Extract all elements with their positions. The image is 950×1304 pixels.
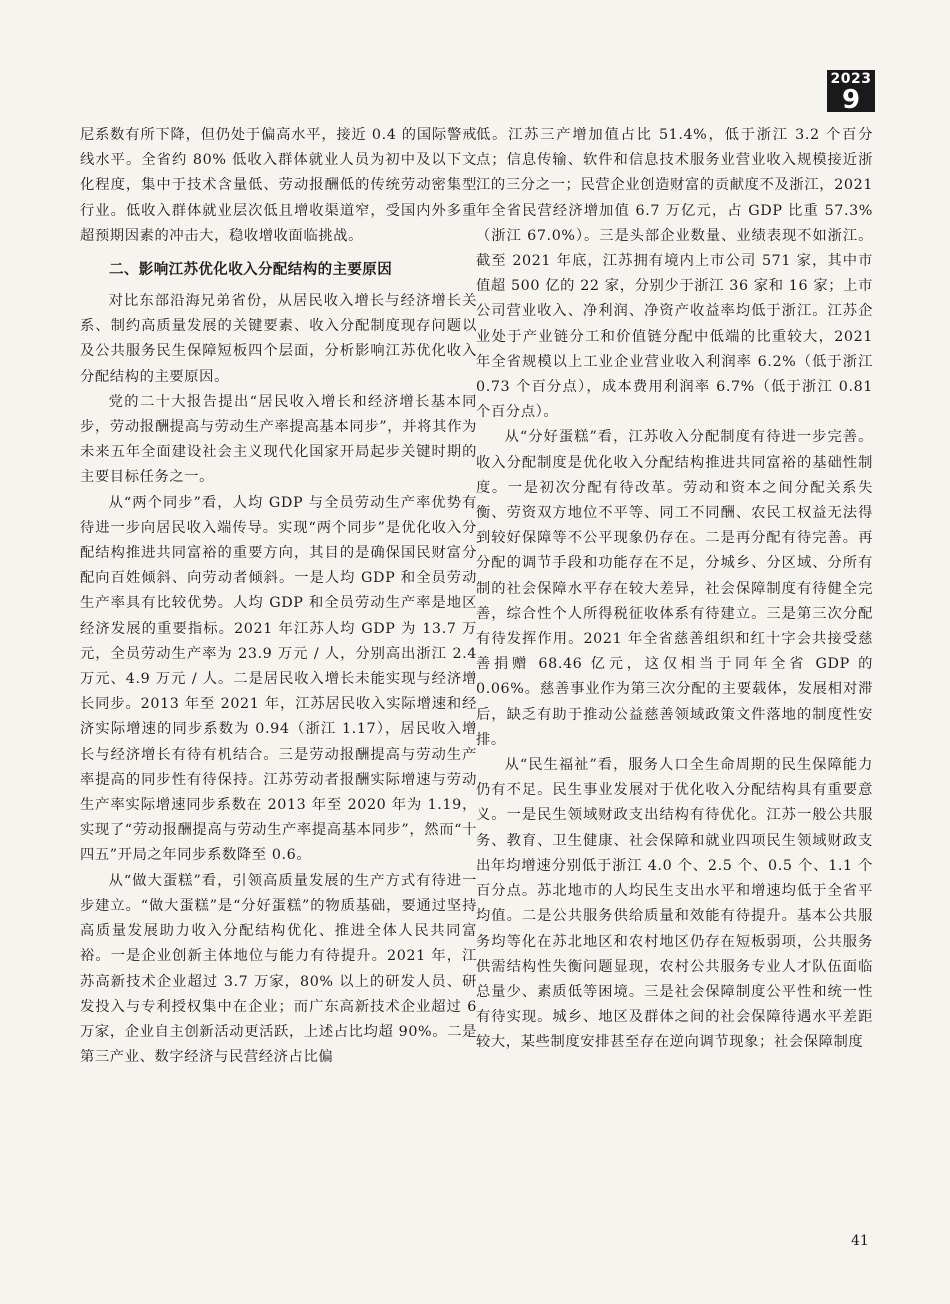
section-heading: 二、影响江苏优化收入分配结构的主要原因: [109, 262, 393, 279]
issue-number: 9: [841, 85, 861, 115]
paragraph: 从“两个同步”看，人均 GDP 与全员劳动生产率优势有待进一步向居民收入端传导。实现“两个同步”是优化收入分配结构推进共同富裕的重要方向，其目的是确保国民财富分配向百姓倾斜、向劳动者倾斜。一是人均 GDP 和全员劳动生产率具有比较优势。人均 GDP 和全员劳动生产率是地区经济发展的重要指标。2021 年江苏人均 GDP 为 13.7 万元，全员劳动生产率为 23.9 万元 / 人，分别高出浙江 2.4 万元、4.9 万元 / 人。二是居民收入增长未能实现与经济增长同步。2013 年至 2021 年，江苏居民收入实际增速和经济实际增速的同步系数为 0.94（浙江 1.17），居民收入增长与经济增长有待有机结合。三是劳动报酬提高与劳动生产率提高的同步性有待保持。江苏劳动者报酬实际增速与劳动生产率实际增速同步系数在 2013 年至 2020 年为 1.19，实现了“劳动报酬提高与劳动生产率提高基本同步”，然而“十四五”开局之年同步系数降至 0.6。: [80, 494, 477, 864]
left-column: [80, 123, 477, 1070]
page-number: 41: [851, 1233, 869, 1249]
issue-badge: [827, 70, 875, 115]
paragraph: 对比东部沿海兄弟省份，从居民收入增长与经济增长关系、制约高质量发展的关键要素、收入分配制度现存问题以及公共服务民生保障短板四个层面，分析影响江苏优化收入分配结构的主要原因。: [80, 293, 477, 385]
paragraph: 从“分好蛋糕”看，江苏收入分配制度有待进一步完善。收入分配制度是优化收入分配结构推进共同富裕的基础性制度。一是初次分配有待改革。劳动和资本之间分配关系失衡、劳资双方地位不平等、同工不同酬、农民工权益无法得到较好保障等不公平现象仍存在。二是再分配有待完善。再分配的调节手段和功能存在不足，分城乡、分区域、分所有制的社会保障水平存在较大差异，社会保障制度有待健全完善，综合性个人所得税征收体系有待建立。三是第三次分配有待发挥作用。2021 年全省慈善组织和红十字会共接受慈善捐赠 68.46 亿元，这仅相当于同年全省 GDP 的 0.06%。慈善事业作为第三次分配的主要载体，发展相对滞后，缺乏有助于推动公益慈善领域政策文件落地的制度性安排。: [476, 429, 873, 748]
paragraph: 从“做大蛋糕”看，引领高质量发展的生产方式有待进一步建立。“做大蛋糕”是“分好蛋糕”的物质基础，要通过坚持高质量发展助力收入分配结构优化、推进全体人民共同富裕。一是企业创新主体地位与能力有待提升。2021 年，江苏高新技术企业超过 3.7 万家，80% 以上的研发人员、研发投入与专利授权集中在企业；而广东高新技术企业超过 6 万家，企业自主创新活动更活跃，上述占比均超 90%。二是第三产业、数字经济与民营经济占比偏: [80, 872, 477, 1066]
paragraph-continued: 尼系数有所下降，但仍处于偏高水平，接近 0.4 的国际警戒线水平。全省约 80% 低收入群体就业人员为初中及以下文化程度，集中于技术含量低、劳动报酬低的传统劳动密集型行业。低收入群体就业层次低且增收渠道窄，受国内外多重超预期因素的冲击大，稳收增收面临挑战。: [80, 127, 477, 244]
paragraph: 从“民生福祉”看，服务人口全生命周期的民生保障能力仍有不足。民生事业发展对于优化收入分配结构具有重要意义。一是民生领域财政支出结构有待优化。江苏一般公共服务、教育、卫生健康、社会保障和就业四项民生领域财政支出年均增速分别低于浙江 4.0 个、2.5 个、0.5 个、1.1 个百分点。苏北地市的人均民生支出水平和增速均低于全省平均值。二是公共服务供给质量和效能有待提升。基本公共服务均等化在苏北地区和农村地区仍存在短板弱项，公共服务供需结构性失衡问题显现，农村公共服务专业人才队伍面临总量少、素质低等困境。三是社会保障制度公平性和统一性有待实现。城乡、地区及群体之间的社会保障待遇水平差距较大，某些制度安排甚至存在逆向调节现象；社会保障制度: [476, 757, 873, 1051]
right-column: [476, 123, 873, 1056]
issue-year: 2023: [830, 71, 872, 87]
paragraph-continued: 低。江苏三产增加值占比 51.4%，低于浙江 3.2 个百分点；信息传输、软件和信息技术服务业营业收入规模接近浙江的三分之一；民营企业创造财富的贡献度不及浙江，2021 年全省民营经济增加值 6.7 万亿元，占 GDP 比重 57.3%（浙江 67.0%）。三是头部企业数量、业绩表现不如浙江。截至 2021 年底，江苏拥有境内上市公司 571 家，其中市值超 500 亿的 22 家，分别少于浙江 36 家和 16 家；上市公司营业收入、净利润、净资产收益率均低于浙江。江苏企业处于产业链分工和价值链分配中低端的比重较大，2021 年全省规模以上工业企业营业收入利润率 6.2%（低于浙江 0.73 个百分点），成本费用利润率 6.7%（低于浙江 0.81 个百分点）。: [476, 127, 873, 421]
paragraph: 党的二十大报告提出“居民收入增长和经济增长基本同步，劳动报酬提高与劳动生产率提高基本同步”，并将其作为未来五年全面建设社会主义现代化国家开局起步关键时期的主要目标任务之一。: [80, 393, 477, 486]
